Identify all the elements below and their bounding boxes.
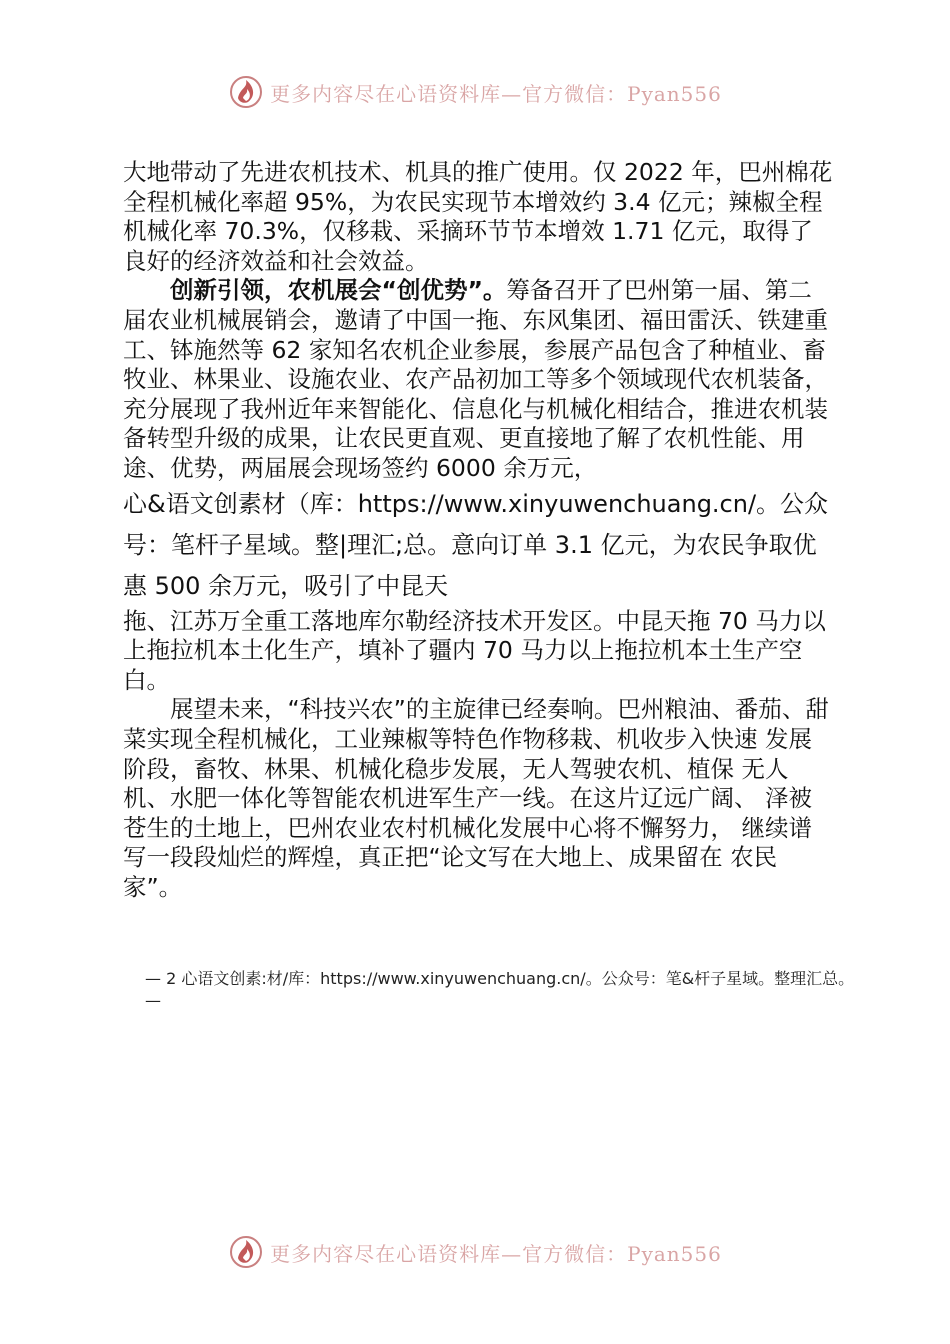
paragraph-2-body: 筹备召开了巴州第一届、第二届农业机械展销会，邀请了中国一拖、东风集团、福田雷沃、铁建重工、钵施然等 62 家知名农机企业参展，参展产品包含了种植业、畜牧业、林果业、设施农业、农产品初加工等多个领域现代农机装备，充分展现了我州近年来智能化、信息化与机械化相结合，推进农机装备转型升级的成果，让农民更直观、更直接地了解了农机性能、用途、优势，两届展会现场签约 6000 余万元，: [123, 276, 828, 482]
footer-watermark: [0, 1234, 950, 1270]
paragraph-2-heading: 创新引领，农机展会“创优势”。: [170, 276, 507, 305]
paragraph-1: 大地带动了先进农机技术、机具的推广使用。仅 2022 年，巴州棉花全程机械化率超 95%，为农民实现节本增效约 3.4 亿元；辣椒全程机械化率 70.3%，仅移栽、采摘环节节本增效 1.71 亿元，取得了良好的经济效益和社会效益。: [123, 158, 833, 275]
paragraph-4: 拖、江苏万全重工落地库尔勒经济技术开发区。中昆天拖 70 马力以上拖拉机本土化生产，填补了疆内 70 马力以上拖拉机本土生产空白。: [123, 606, 826, 694]
flame-logo-icon: [228, 1234, 264, 1270]
paragraph-3-watermark-line: 心&语文创素材（库：https://www.xinyuwenchuang.cn/。公众号：笔杆子星域。整|理汇;总。意向订单 3.1 亿元，为农民争取优惠 500 余万元，吸引了中昆天: [123, 489, 829, 600]
watermark-text: 更多内容尽在心语资料库—官方微信：Pyan556: [270, 1241, 722, 1266]
flame-logo-icon: [228, 74, 264, 110]
document-body: [123, 158, 835, 902]
paragraph-5: 展望未来，“科技兴农”的主旋律已经奏响。巴州粮油、番茄、甜菜实现全程机械化，工业辣椒等特色作物移栽、机收步入快速 发展阶段，畜牧、林果、机械化稳步发展，无人驾驶农机、植保 无人机、水肥一体化等智能农机进军生产一线。在这片辽远广阔、 泽被苍生的土地上，巴州农业农村机械化发展中心将不懈努力， 继续谱写一段段灿烂的辉煌，真正把“论文写在大地上、成果留在 农民家”。: [123, 695, 829, 901]
header-watermark: [0, 74, 950, 110]
page-footer: — 2 心语文创素:材/库：https://www.xinyuwenchuang.cn/。公众号：笔&杆子星域。整理汇总。—: [145, 969, 855, 1010]
watermark-text: 更多内容尽在心语资料库—官方微信：Pyan556: [270, 81, 722, 106]
paragraph-2: [123, 276, 835, 483]
